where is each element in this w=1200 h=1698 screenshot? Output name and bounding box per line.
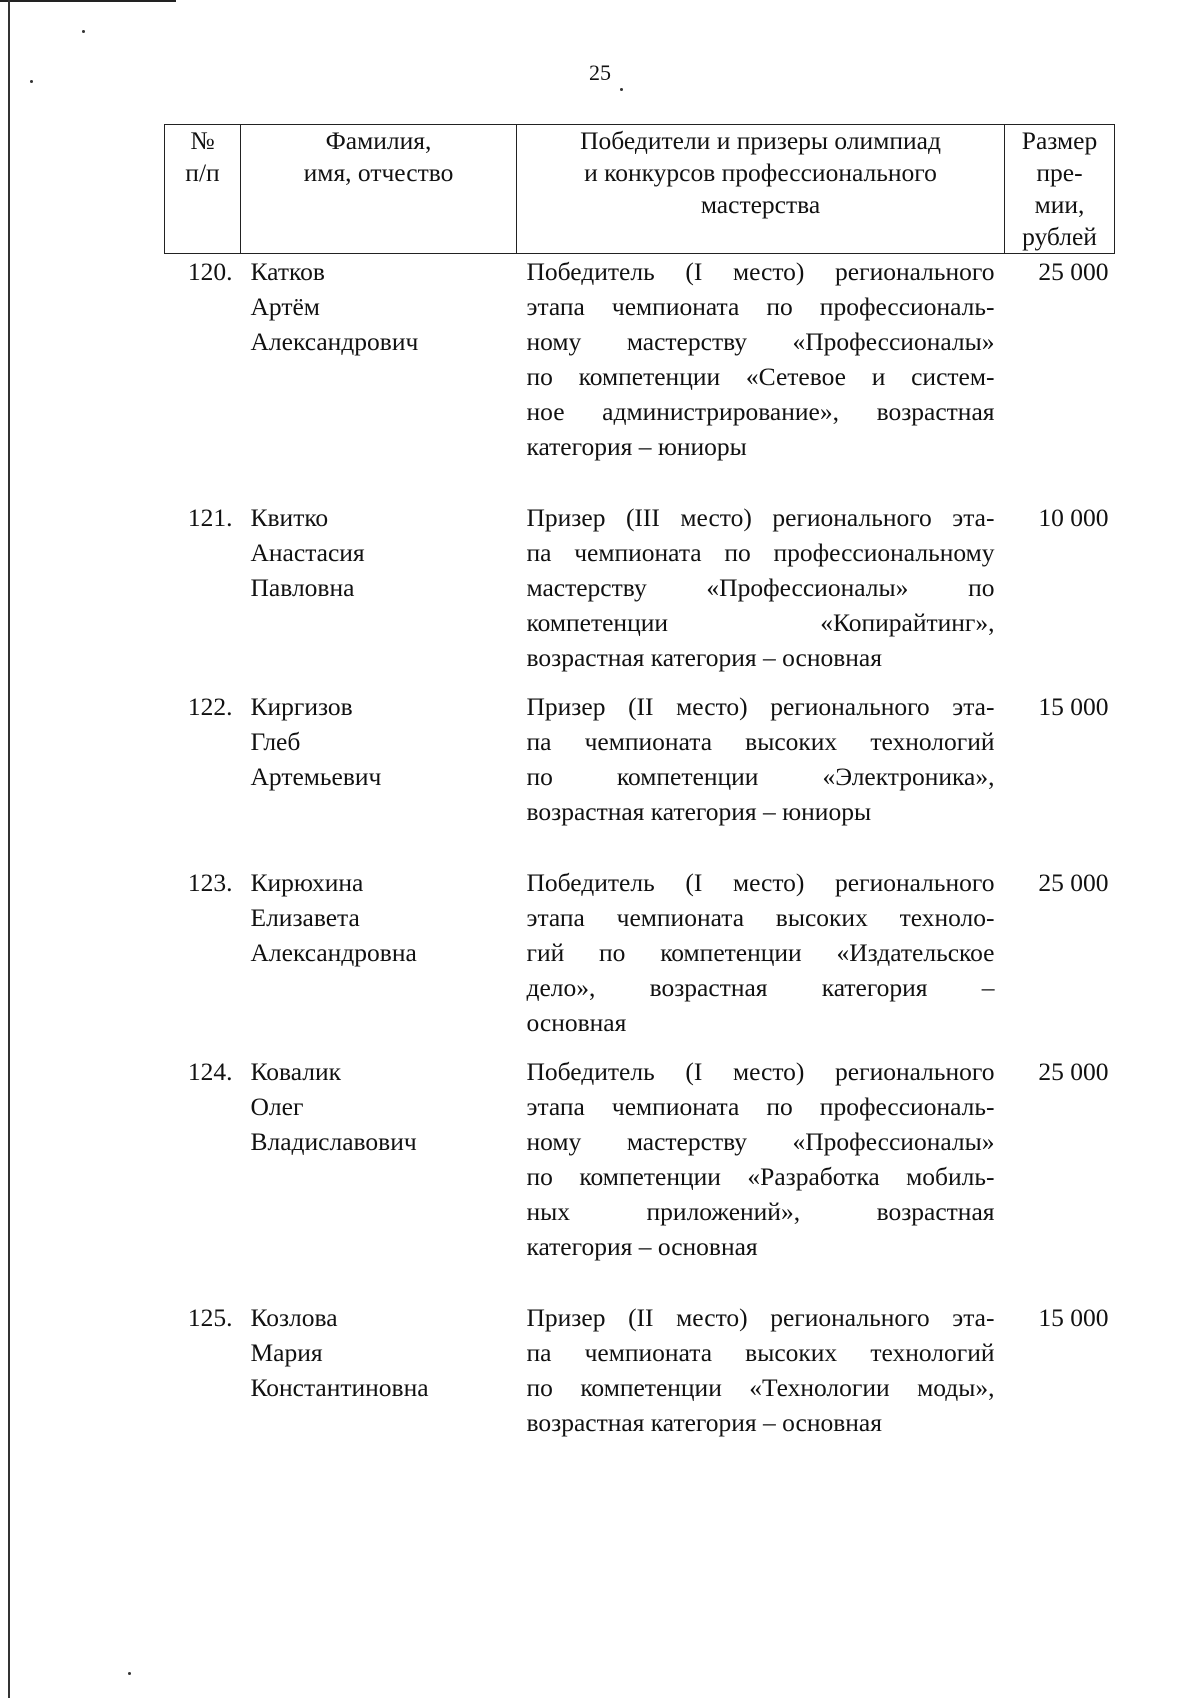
award-line: ное администрирование», возрастная — [526, 397, 995, 426]
award-line: ных приложений», возрастная — [526, 1197, 995, 1226]
name-line: Владиславович — [250, 1127, 417, 1156]
table-row — [165, 1054, 1115, 1300]
awards-table — [164, 124, 1115, 1440]
row-number: 125. — [187, 1303, 233, 1332]
row-number: 122. — [187, 692, 233, 721]
table-row — [165, 500, 1115, 689]
award-line: по компетенции «Разработка мобиль- — [526, 1162, 995, 1191]
prize-amount: 25 000 — [1038, 257, 1109, 286]
header-num: № п/п — [165, 125, 241, 254]
award-line: мастерству «Профессионалы» по — [526, 573, 995, 602]
page-number: 25 — [589, 60, 611, 85]
award-line: по компетенции «Электроника», — [526, 762, 995, 791]
award-line: Победитель (I место) регионального — [526, 868, 995, 897]
award-line: па чемпионата высоких технологий — [526, 727, 995, 756]
award-line: возрастная категория – основная — [526, 1408, 882, 1437]
person-name — [241, 1054, 517, 1300]
name-line: Квитко — [250, 503, 329, 532]
name-line: Катков — [250, 257, 325, 286]
prize-amount: 15 000 — [1038, 692, 1109, 721]
name-line: Киргизов — [250, 692, 353, 721]
award-line: Победитель (I место) регионального — [526, 1057, 995, 1086]
table-body — [165, 254, 1115, 1441]
name-line: Мария — [250, 1338, 323, 1367]
row-number: 121. — [187, 503, 233, 532]
scan-speck — [128, 1672, 131, 1675]
header-name: Фамилия, имя, отчество — [241, 125, 517, 254]
header-prize: Размер пре- мии, рублей — [1005, 125, 1115, 254]
name-line: Константиновна — [250, 1373, 429, 1402]
award-line: Победитель (I место) регионального — [526, 257, 995, 286]
scan-speck — [82, 30, 85, 33]
award-line: Призер (III место) регионального эта- — [526, 503, 995, 532]
person-name — [241, 254, 517, 501]
name-line: Артемьевич — [250, 762, 382, 791]
name-line: Козлова — [250, 1303, 338, 1332]
prize-amount: 25 000 — [1038, 868, 1109, 897]
award-description — [517, 865, 1005, 1054]
name-line: Павловна — [250, 573, 355, 602]
award-description — [517, 689, 1005, 865]
award-line: категория – основная — [526, 1232, 758, 1261]
award-line: па чемпионата высоких технологий — [526, 1338, 995, 1367]
row-number: 124. — [187, 1057, 233, 1086]
award-line: ному мастерству «Профессионалы» — [526, 1127, 995, 1156]
name-line: Кирюхина — [250, 868, 364, 897]
award-line: Призер (II место) регионального эта- — [526, 692, 995, 721]
award-description — [517, 1054, 1005, 1300]
award-line: этапа чемпионата высоких техноло- — [526, 903, 995, 932]
award-line: основная — [526, 1008, 627, 1037]
award-line: по компетенции «Технологии моды», — [526, 1373, 995, 1402]
award-line: компетенции «Копирайтинг», — [526, 608, 995, 637]
name-line: Елизавета — [250, 903, 360, 932]
award-line: категория – юниоры — [526, 432, 747, 461]
name-line: Александровна — [250, 938, 417, 967]
prize-amount: 25 000 — [1038, 1057, 1109, 1086]
person-name — [241, 865, 517, 1054]
header-award: Победители и призеры олимпиад и конкурсов профессионального мастерства — [517, 125, 1005, 254]
scan-edge-top — [0, 0, 176, 2]
person-name — [241, 689, 517, 865]
table-header — [165, 125, 1115, 254]
award-line: по компетенции «Сетевое и систем- — [526, 362, 995, 391]
award-line: гий по компетенции «Издательское — [526, 938, 995, 967]
award-line: возрастная категория – основная — [526, 643, 882, 672]
award-line: Призер (II место) регионального эта- — [526, 1303, 995, 1332]
table-row — [165, 1300, 1115, 1440]
person-name — [241, 500, 517, 689]
award-line: возрастная категория – юниоры — [526, 797, 872, 826]
award-description — [517, 500, 1005, 689]
name-line: Александрович — [250, 327, 419, 356]
scan-edge-left — [8, 0, 10, 1698]
prize-amount: 10 000 — [1038, 503, 1109, 532]
award-line: ному мастерству «Профессионалы» — [526, 327, 995, 356]
award-description — [517, 1300, 1005, 1440]
name-line: Олег — [250, 1092, 304, 1121]
row-number: 120. — [187, 257, 233, 286]
award-description — [517, 254, 1005, 501]
table-row — [165, 865, 1115, 1054]
name-line: Ковалик — [250, 1057, 341, 1086]
table-row — [165, 689, 1115, 865]
person-name — [241, 1300, 517, 1440]
name-line: Анастасия — [250, 538, 365, 567]
scan-speck — [620, 88, 623, 91]
name-line: Артём — [250, 292, 320, 321]
name-line: Глеб — [250, 727, 301, 756]
prize-amount: 15 000 — [1038, 1303, 1109, 1332]
award-line: этапа чемпионата по профессиональ- — [526, 1092, 995, 1121]
row-number: 123. — [187, 868, 233, 897]
award-line: этапа чемпионата по профессиональ- — [526, 292, 995, 321]
award-line: па чемпионата по профессиональному — [526, 538, 995, 567]
table-row — [165, 254, 1115, 501]
award-line: дело», возрастная категория – — [526, 973, 995, 1002]
